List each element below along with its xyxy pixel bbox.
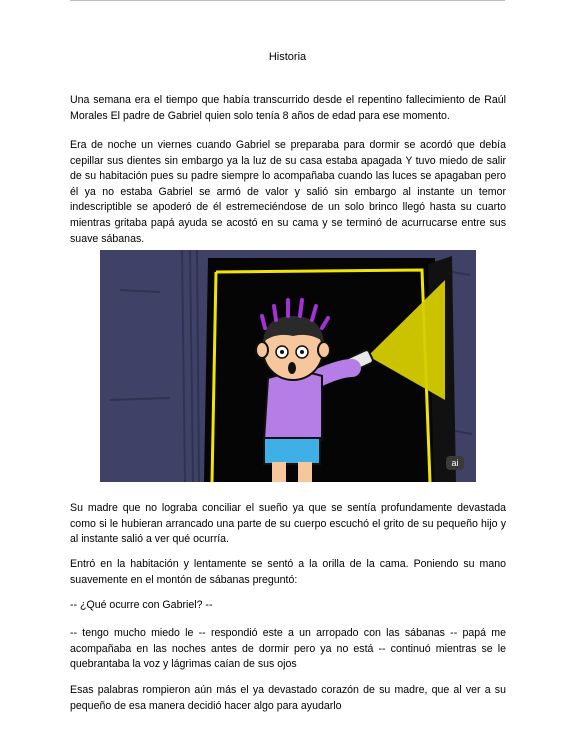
page-top-rule: [70, 0, 505, 1]
story-illustration: [100, 250, 476, 482]
page-title: Historia: [268, 51, 307, 63]
paragraph-1: Una semana era el tiempo que había transcurrido desde el repentino fallecimiento de Raúl Morales El padre de Gabriel quien solo tenía 8 años de edad para ese momento.: [70, 94, 506, 122]
ai-badge: [446, 456, 464, 470]
paragraph-6: -- tengo mucho miedo le -- respondió este a un arropado con las sábanas -- papá me acompañaba en las noches antes de dormir pero ya no está -- continuó mientras se le quebrantaba la voz y lágrimas caían de sus ojos: [70, 627, 506, 671]
paragraph-5: -- ¿Qué ocurre con Gabriel? --: [70, 599, 213, 611]
paragraph-7: Esas palabras rompieron aún más el ya devastado corazón de su madre, que al ver a su pequeño de esa manera decidió hacer algo para ayudarlo: [70, 684, 506, 712]
ai-badge-label: ai: [451, 458, 459, 468]
paragraph-3: Su madre que no lograba conciliar el sueño ya que se sentía profundamente devastada como si le hubieran arrancado una parte de su cuerpo escuchó el grito de su pequeño hijo y al instante salió a ver qué ocurría.: [70, 502, 506, 546]
paragraph-4: Entró en la habitación y lentamente se sentó a la orilla de la cama. Poniendo su mano suavemente en el montón de sábanas preguntó:: [70, 558, 506, 586]
paragraph-2: Era de noche un viernes cuando Gabriel se preparaba para dormir se acordó que debía cepillar sus dientes sin embargo ya la luz de su casa estaba apagada Y tuvo miedo de salir de su habitación pues su padre siempre lo acompañaba cuando las luces se apagaban pero él ya no estaba Gabriel se armó de valor y salió sin embargo al instante un temor indescriptible se apoderó de él estremeciéndose de un solo brinco llegó hasta su cuarto mientras gritaba papá ayuda se acostó en su cama y se terminó de acurrucarse entre sus suave sábanas.: [70, 139, 506, 245]
